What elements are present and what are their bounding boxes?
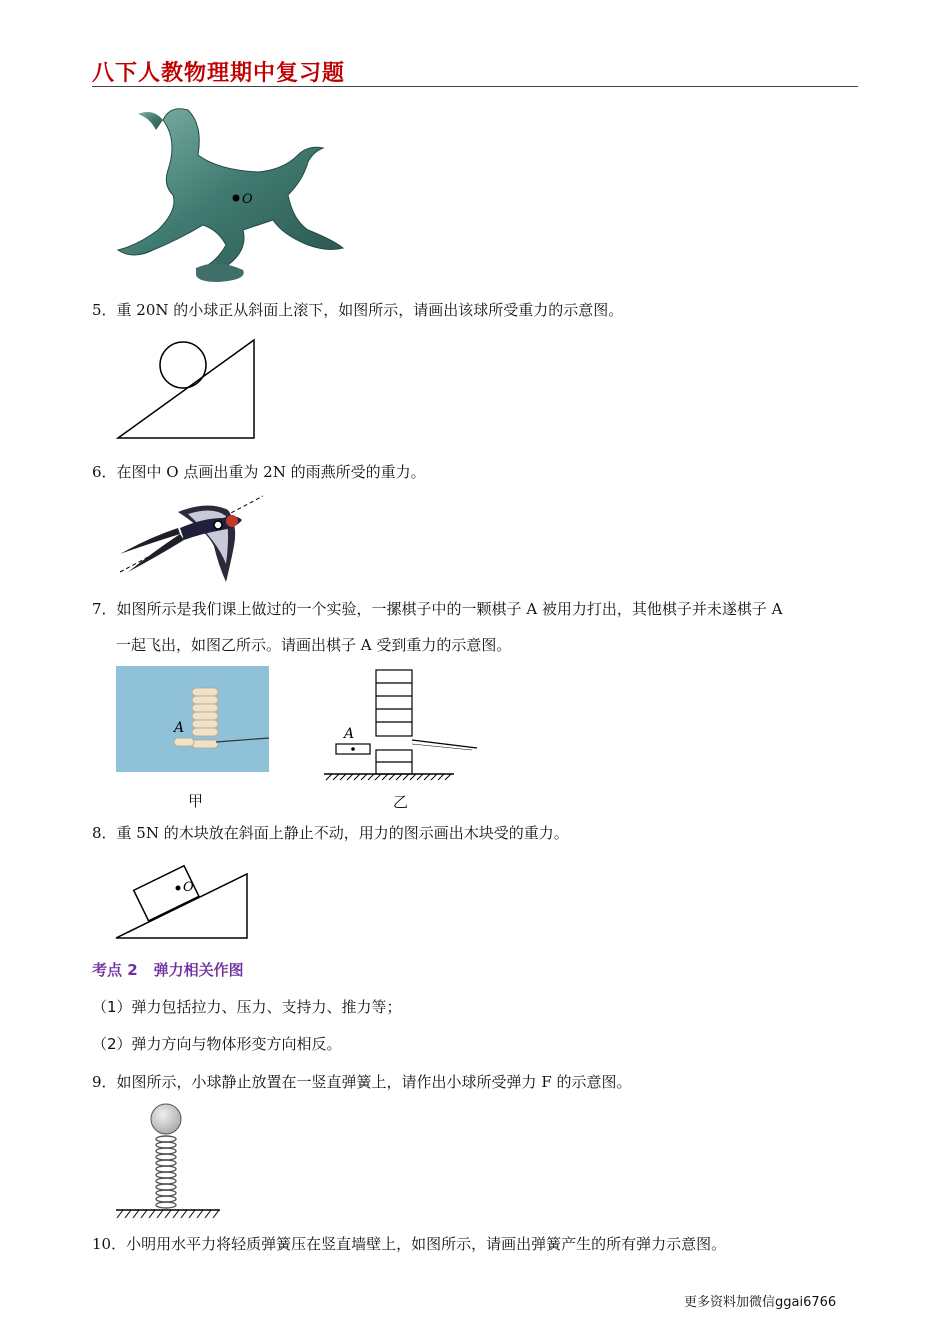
q7-diagram-label-a: A [344, 726, 355, 742]
q8-point-label: O [183, 880, 194, 895]
question-8: 8．重 5N 的木块放在斜面上静止不动，用力的图示画出木块受的重力。 [92, 824, 569, 842]
question-6: 6．在图中 O 点画出重为 2N 的雨燕所受的重力。 [92, 463, 426, 481]
horse-point-label: O [242, 192, 253, 207]
caption-jia: 甲 [188, 792, 204, 810]
q8-block-on-slope [114, 858, 250, 940]
question-10: 10．小明用水平力将轻质弹簧压在竖直墙壁上，如图所示，请画出弹簧产生的所有弹力示意图。 [92, 1235, 727, 1253]
question-7-line1: 7．如图所示是我们课上做过的一个实验，一摞棋子中的一颗棋子 A 被用力打出，其他棋子并未遂棋子 A [92, 600, 783, 618]
header-divider [92, 86, 858, 87]
q9-spring-figure [114, 1102, 224, 1220]
q8-center-dot [176, 886, 181, 891]
question-9: 9．如图所示，小球静止放置在一竖直弹簧上，请作出小球所受弹力 F 的示意图。 [92, 1073, 632, 1091]
section-2-title: 弹力相关作图 [153, 961, 244, 979]
section-2-note-2: （2）弹力方向与物体形变方向相反。 [92, 1035, 342, 1053]
section-2-note-1: （1）弹力包括拉力、压力、支持力、推力等； [92, 998, 402, 1016]
q6-swallow-figure [118, 494, 266, 586]
q5-slope-figure [116, 338, 258, 440]
horse-figure [108, 100, 348, 290]
q7-diagram [322, 668, 480, 784]
q7-photo [116, 666, 269, 772]
q7-photo-label-a: A [174, 720, 185, 736]
question-5: 5．重 20N 的小球正从斜面上滚下，如图所示，请画出该球所受重力的示意图。 [92, 301, 624, 319]
section-2-number: 考点 2 [92, 961, 138, 979]
horse-center-dot [233, 195, 240, 202]
page-title: 八下人教物理期中复习题 [92, 61, 346, 86]
q9-ball [151, 1104, 181, 1134]
ball [160, 342, 206, 388]
section-2-heading [92, 959, 244, 980]
footer-note: 更多资料加微信ggai6766 [684, 1295, 837, 1310]
question-7-line2: 一起飞出，如图乙所示。请画出棋子 A 受到重力的示意图。 [116, 636, 512, 654]
caption-yi: 乙 [393, 793, 409, 811]
